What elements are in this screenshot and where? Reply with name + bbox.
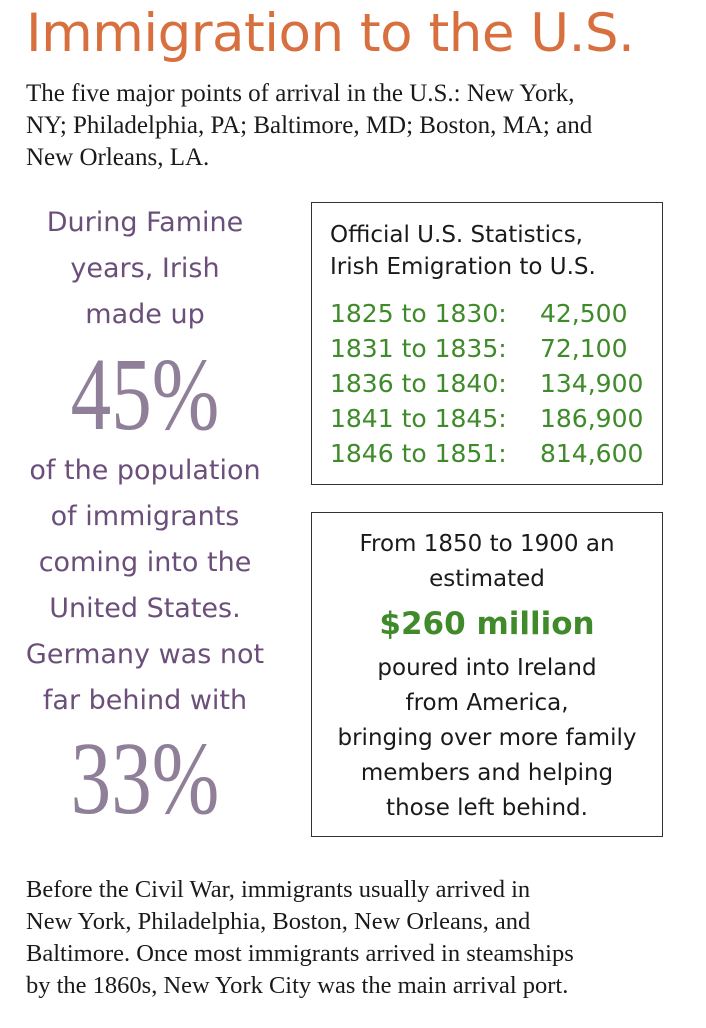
stats-period: 1846 to 1851: [330,439,507,468]
stats-title-line: Official U.S. Statistics, [330,222,583,248]
stats-value: 186,900 [540,404,644,433]
stats-value: 72,100 [540,334,628,363]
stats-title-line: Irish Emigration to U.S. [330,254,596,280]
stats-value: 42,500 [540,299,628,328]
famine-line: of the population [29,455,261,486]
remittance-line: from America, [405,690,569,716]
famine-line: United States. [49,593,241,624]
stats-period: 1831 to 1835: [330,334,507,363]
remittance-line: estimated [429,566,545,592]
stats-period: 1841 to 1845: [330,404,507,433]
stats-row [330,401,662,436]
remittance-amount: $260 million [379,606,595,642]
famine-intro-text [10,200,280,338]
stats-row [330,366,662,401]
famine-line: Germany was not [25,639,265,670]
remittance-before-text [312,527,662,597]
famine-line: coming into the [38,547,252,578]
intro-line: New Orleans, LA. [26,144,210,171]
page-title: Immigration to the U.S. [26,3,635,64]
stats-title [330,219,662,283]
intro-line: The five major points of arrival in the U.S.: New York, [26,80,575,107]
famine-statistic-column [10,200,280,836]
footer-line: Baltimore. Once most immigrants arrived in steamships [26,940,574,967]
stats-period: 1836 to 1840: [330,369,507,398]
civil-war-arrival-note [26,874,696,1002]
stats-value: 134,900 [540,369,644,398]
remittance-line: those left behind. [386,795,588,821]
famine-line: far behind with [42,685,248,716]
remittance-line: From 1850 to 1900 an [359,531,615,557]
famine-middle-text [10,448,280,724]
german-percent: 33% [70,721,220,836]
stats-row [330,296,662,331]
stats-row [330,436,662,471]
famine-line: of immigrants [50,501,240,532]
emigration-statistics-box [311,202,663,485]
remittance-line: bringing over more family [337,725,637,751]
stats-period: 1825 to 1830: [330,299,507,328]
footer-line: New York, Philadelphia, Boston, New Orleans, and [26,908,531,935]
famine-line: During Famine [46,207,244,238]
stats-value: 814,600 [540,439,644,468]
famine-line: years, Irish [70,253,220,284]
footer-line: by the 1860s, New York City was the main arrival port. [26,972,569,999]
stats-row [330,331,662,366]
irish-percent: 45% [70,337,220,452]
remittance-line: poured into Ireland [377,655,597,681]
remittance-after-text [312,651,662,826]
intro-line: NY; Philadelphia, PA; Baltimore, MD; Boston, MA; and [26,112,593,139]
footer-line: Before the Civil War, immigrants usually arrived in [26,876,531,903]
remittance-box [311,512,663,837]
famine-line: made up [85,299,205,330]
remittance-line: members and helping [360,760,614,786]
arrival-points-intro [26,78,686,174]
